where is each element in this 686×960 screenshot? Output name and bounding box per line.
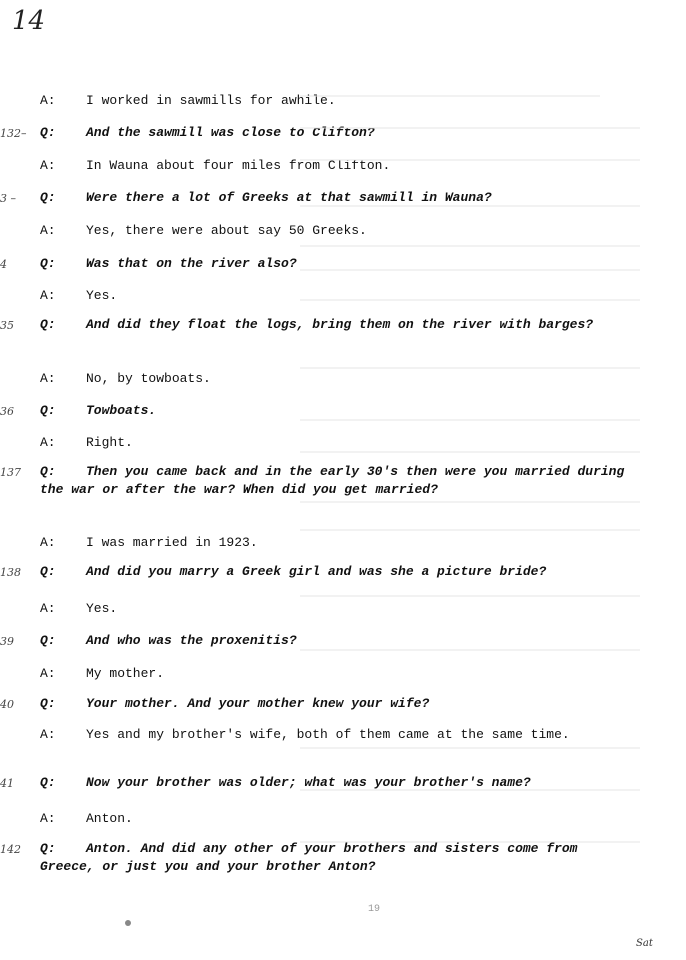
speaker-label: Q: xyxy=(40,256,56,271)
line-text: Your mother. And your mother knew your wife? xyxy=(86,696,430,711)
footer-page-mark: 19 xyxy=(368,904,381,915)
line-text: And who was the proxenitis? xyxy=(86,633,297,648)
line-text: Yes. xyxy=(86,288,118,303)
answer-line xyxy=(40,287,626,305)
speaker-label: A: xyxy=(40,435,56,450)
line-text: Yes. xyxy=(86,601,118,616)
speaker-label: Q: xyxy=(40,317,56,332)
speaker-label: A: xyxy=(40,811,56,826)
speaker-label: A: xyxy=(40,371,56,386)
line-text: Anton. And did any other of your brothers and sisters come from Greece, or just you and your brother Anton? xyxy=(40,841,578,874)
line-text: No, by towboats. xyxy=(86,371,211,386)
answer-line xyxy=(40,434,626,452)
speaker-label: Q: xyxy=(40,190,56,205)
line-text: And did they float the logs, bring them on the river with barges? xyxy=(86,317,594,332)
speaker-label: Q: xyxy=(40,564,56,579)
speaker-label: A: xyxy=(40,288,56,303)
speaker-label: A: xyxy=(40,93,56,108)
answer-line xyxy=(40,534,626,552)
speaker-label: Q: xyxy=(40,841,56,856)
speaker-label: Q: xyxy=(40,403,56,418)
margin-line-number: 36 xyxy=(0,405,14,418)
margin-line-number: 3 – xyxy=(0,192,16,205)
margin-line-number: 138 xyxy=(0,566,21,579)
speaker-label: Q: xyxy=(40,125,56,140)
question-line xyxy=(40,563,626,581)
line-text: Anton. xyxy=(86,811,133,826)
margin-line-number: 41 xyxy=(0,777,14,790)
line-text: Now your brother was older; what was your brother's name? xyxy=(86,775,531,790)
speaker-label: Q: xyxy=(40,696,56,711)
answer-line xyxy=(40,810,626,828)
speaker-label: A: xyxy=(40,666,56,681)
answer-line xyxy=(40,600,626,618)
margin-line-number: 132– xyxy=(0,127,27,140)
answer-line xyxy=(40,665,626,683)
speaker-label: A: xyxy=(40,535,56,550)
speaker-label: A: xyxy=(40,158,56,173)
margin-line-number: 40 xyxy=(0,698,14,711)
question-line xyxy=(40,124,626,142)
margin-line-number: 4 xyxy=(0,258,7,271)
answer-line xyxy=(40,222,626,240)
answer-line xyxy=(40,370,626,388)
answer-line xyxy=(40,726,626,744)
margin-line-number: 39 xyxy=(0,635,14,648)
question-line xyxy=(40,402,626,420)
line-text: In Wauna about four miles from Clifton. xyxy=(86,158,391,173)
speaker-label: Q: xyxy=(40,775,56,790)
line-text: Yes, there were about say 50 Greeks. xyxy=(86,223,367,238)
line-text: My mother. xyxy=(86,666,165,681)
line-text: I worked in sawmills for awhile. xyxy=(86,93,336,108)
question-line xyxy=(40,189,626,207)
corner-scribble: Sat xyxy=(636,938,653,949)
speaker-label: Q: xyxy=(40,464,56,479)
speaker-label: A: xyxy=(40,727,56,742)
line-text: Right. xyxy=(86,435,133,450)
answer-line xyxy=(40,92,626,110)
question-line xyxy=(40,316,626,334)
margin-line-number: 137 xyxy=(0,466,21,479)
speaker-label: Q: xyxy=(40,633,56,648)
question-line xyxy=(40,255,626,273)
page-number: 14 xyxy=(12,6,46,36)
line-text: Then you came back and in the early 30's then were you married during the war or after the war? When did you get married? xyxy=(40,464,625,497)
answer-line xyxy=(40,157,626,175)
question-line xyxy=(40,774,626,792)
question-line xyxy=(40,840,626,876)
question-line xyxy=(40,463,626,499)
speaker-label: A: xyxy=(40,223,56,238)
line-text: And did you marry a Greek girl and was she a picture bride? xyxy=(86,564,547,579)
line-text: Were there a lot of Greeks at that sawmill in Wauna? xyxy=(86,190,492,205)
speaker-label: A: xyxy=(40,601,56,616)
line-text: Towboats. xyxy=(86,403,157,418)
line-text: Was that on the river also? xyxy=(86,256,297,271)
margin-line-number: 142 xyxy=(0,843,21,856)
line-text: Yes and my brother's wife, both of them came at the same time. xyxy=(86,727,570,742)
question-line xyxy=(40,632,626,650)
question-line xyxy=(40,695,626,713)
margin-line-number: 35 xyxy=(0,319,14,332)
scan-spot xyxy=(125,920,131,926)
line-text: And the sawmill was close to Clifton? xyxy=(86,125,375,140)
line-text: I was married in 1923. xyxy=(86,535,258,550)
